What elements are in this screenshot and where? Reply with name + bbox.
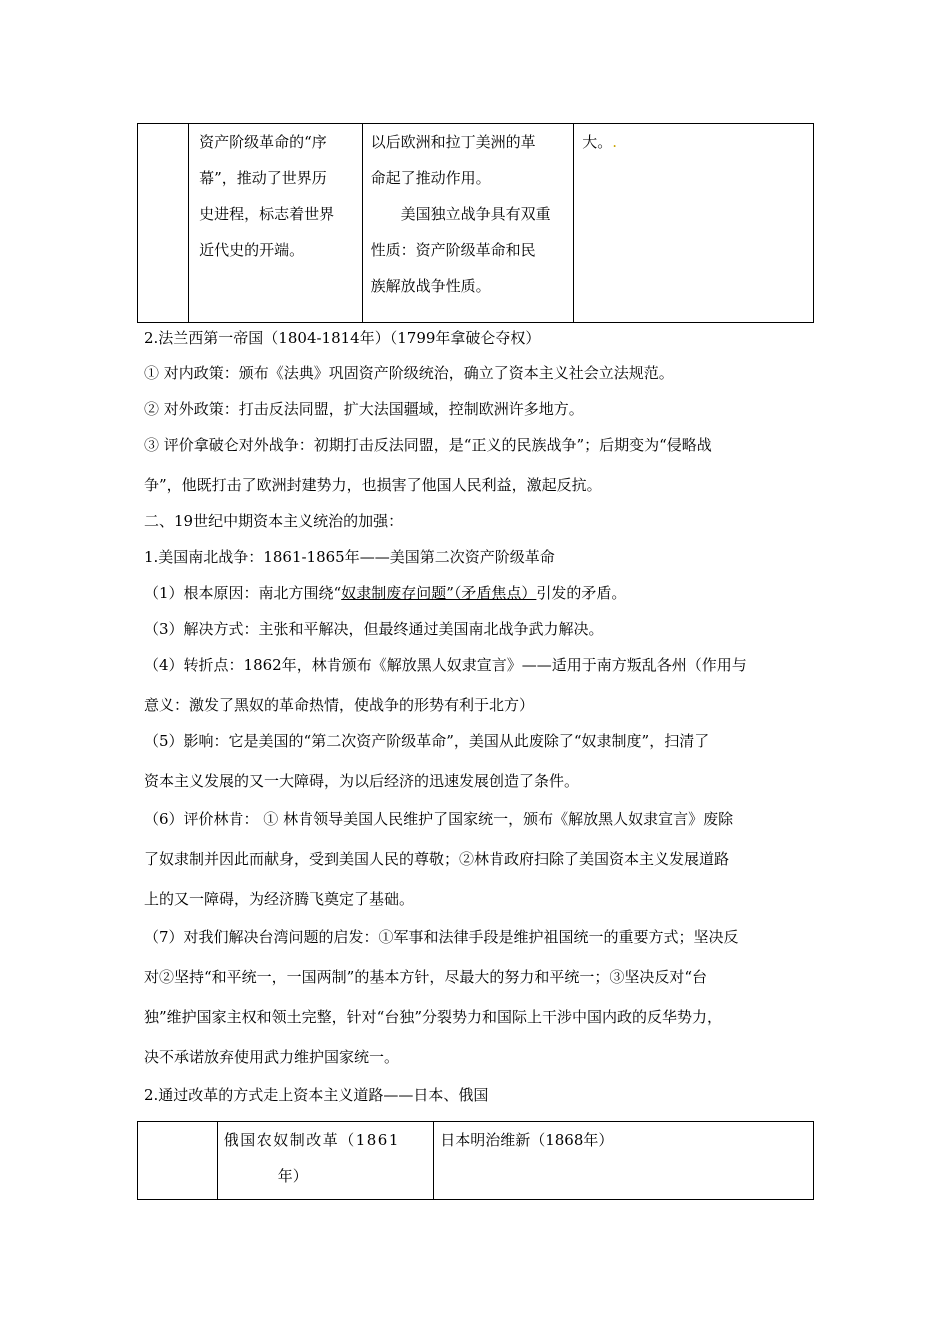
cell-line: 美国独立战争具有双重: [400, 205, 551, 223]
heading-napoleon: 2.法兰西第一帝国（1804-1814年）（1799年拿破仑夺权）: [144, 329, 541, 347]
comparison-table-reform: [137, 1121, 814, 1200]
text-line: ① 对内政策：颁布《法典》巩固资产阶级统治，确立了资本主义社会立法规范。: [144, 364, 674, 382]
text-line: 独”维护国家主权和领土完整，针对“台独”分裂势力和国际上干涉中国内政的反华势力，: [144, 1008, 723, 1026]
text-line: ③ 评价拿破仑对外战争：初期打击反法同盟，是“正义的民族战争”；后期变为“侵略战: [144, 436, 712, 454]
table-header-russia: [217, 1122, 434, 1200]
section-heading: 二、19世纪中期资本主义统治的加强：: [144, 512, 404, 530]
table-header-japan: [434, 1122, 814, 1200]
cell-line: 日本明治维新（1868年）: [440, 1131, 614, 1149]
text-line: （7）对我们解决台湾问题的启发：①军事和法律手段是维护祖国统一的重要方式；坚决反: [144, 928, 739, 946]
table-cell-influence: [362, 124, 574, 323]
text-line: （5）影响：它是美国的“第二次资产阶级革命”，美国从此废除了“奴隶制度”，扫清了: [144, 732, 710, 750]
text-line: 上的又一障碍，为经济腾飞奠定了基础。: [144, 890, 415, 908]
heading-civil-war: 1.美国南北战争：1861-1865年——美国第二次资产阶级革命: [144, 548, 555, 566]
table-cell-significance: [189, 124, 363, 323]
cell-line: 史进程，标志着世界: [199, 205, 335, 223]
mark-dot: .: [612, 133, 618, 151]
comparison-table-top: [137, 123, 814, 323]
text-line: （6）评价林肯： ① 林肯领导美国人民维护了国家统一，颁布《解放黑人奴隶宣言》废除: [144, 810, 734, 828]
text-line: 争”，他既打击了欧洲封建势力，也损害了他国人民利益，激起反抗。: [144, 476, 602, 494]
text-line: ② 对外政策：打击反法同盟，扩大法国疆域，控制欧洲许多地方。: [144, 400, 584, 418]
text-fragment: （1）根本原因：南北方围绕“: [144, 584, 342, 602]
text-line: （4）转折点：1862年，林肯颁布《解放黑人奴隶宣言》——适用于南方叛乱各州（作用与: [144, 656, 747, 674]
cell-line: 资产阶级革命的“序: [199, 133, 327, 151]
cell-line: 俄国农奴制改革（1861: [223, 1131, 400, 1149]
text-line: 了奴隶制并因此而献身，受到美国人民的尊敬；②林肯政府扫除了美国资本主义发展道路: [144, 850, 730, 868]
text-line: [144, 582, 626, 603]
table-cell-empty: [138, 1122, 218, 1200]
table-cell-last: [574, 124, 814, 323]
cell-line: 以后欧洲和拉丁美洲的革: [370, 133, 536, 151]
cell-line: 近代史的开端。: [199, 241, 305, 259]
cell-line: 大。: [582, 133, 613, 151]
text-fragment: 引发的矛盾。: [536, 584, 627, 602]
cell-line: 年）: [277, 1167, 308, 1185]
cell-line: 幕”，推动了世界历: [199, 169, 327, 187]
text-line: （3）解决方式：主张和平解决，但最终通过美国南北战争武力解决。: [144, 620, 604, 638]
cell-line: 性质：资产阶级革命和民: [370, 241, 536, 259]
table-cell-empty: [138, 124, 189, 323]
text-line: 意义：激发了黑奴的革命热情，使战争的形势有利于北方）: [144, 696, 535, 714]
cell-line: 命起了推动作用。: [370, 169, 491, 187]
text-line: 对②坚持“和平统一，一国两制”的基本方针，尽最大的努力和平统一；③坚决反对“台: [144, 968, 708, 986]
text-line: 资本主义发展的又一大障碍，为以后经济的迅速发展创造了条件。: [144, 772, 580, 790]
text-line: 决不承诺放弃使用武力维护国家统一。: [144, 1048, 400, 1066]
heading-reform: 2.通过改革的方式走上资本主义道路——日本、俄国: [144, 1086, 489, 1104]
cell-line: 族解放战争性质。: [370, 277, 491, 295]
underlined-text: 奴隶制废存问题”（矛盾焦点）: [341, 584, 537, 602]
